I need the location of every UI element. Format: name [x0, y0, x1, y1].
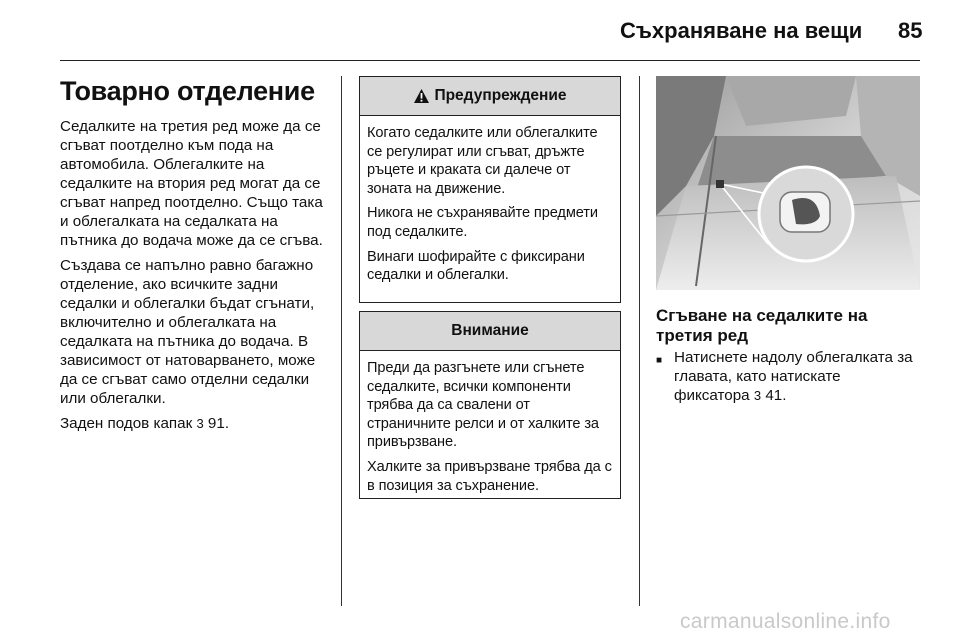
- warning-triangle-icon: [413, 88, 430, 104]
- bullet-text-wrap: [674, 348, 920, 405]
- bullet-text: Натиснете надолу облегалката за главата, като натискате фиксатора: [674, 349, 913, 404]
- warning-box: [359, 76, 621, 303]
- reference-text: Заден подов капак: [60, 415, 193, 432]
- bullet-page-ref[interactable]: 41.: [765, 387, 787, 404]
- bullet-square-icon: ■: [656, 355, 663, 366]
- column-divider-left: [341, 76, 342, 606]
- page-ref-arrow-icon: 3: [196, 416, 204, 431]
- page-number: 85: [898, 18, 923, 43]
- warning-paragraph: Винаги шофирайте с фиксирани седалки и облегалки.: [367, 248, 585, 284]
- warning-box-body: [360, 116, 620, 285]
- paragraph-1: Седалките на третия ред може да се сгъват поотделно към пода на автомобила. Облегалките на седалките на втория ред могат да се сгъват напред поотделно. Също така и облегалката на седалката на пътника до водача може да се сгъва.: [60, 118, 323, 249]
- fold-seats-title: Сгъване на седалките на третия ред: [656, 306, 868, 345]
- header-rule: [60, 60, 920, 61]
- notice-box: [359, 311, 621, 499]
- cargo-area-photo: [656, 76, 920, 290]
- header-title: Съхраняване на вещи: [620, 18, 863, 43]
- notice-paragraph: Халките за привързване трябва да с в позиция за съхранение.: [367, 458, 612, 494]
- notice-box-body: [360, 351, 620, 495]
- paragraph-2: Създава се напълно равно багажно отделение, ако всичките задни седалки и облегалки бъдат сгънати, включително и облегалката на седалката на пътника до водача. В зависимост от натоварването, може да се сгъват само отделни седалки или облегалки.: [60, 257, 316, 407]
- section-title: Товарно отделение: [60, 76, 315, 106]
- reference-page[interactable]: 91.: [207, 415, 230, 432]
- watermark: carmanualsonline.info: [680, 610, 891, 633]
- page-ref-arrow-icon: 3: [753, 388, 762, 403]
- notice-paragraph: Преди да разгънете или сгънете седалките, всички компоненти трябва да са свалени от страничните релси и от халките за привързване.: [367, 360, 599, 451]
- warning-title: Предупреждение: [434, 87, 567, 104]
- cargo-section: [60, 75, 332, 439]
- notice-title: Внимание: [451, 322, 529, 339]
- cross-reference: [60, 414, 332, 433]
- notice-box-header: [360, 312, 620, 351]
- column-divider-right: [639, 76, 640, 606]
- warning-box-header: [360, 77, 620, 116]
- warning-paragraph: Никога не съхранявайте предмети под седалките.: [367, 205, 598, 240]
- warning-paragraph: Когато седалките или облегалките се регулират или сгъват, дръжте ръцете и краката си далече от зоната на движение.: [367, 125, 598, 197]
- list-item: [656, 348, 920, 405]
